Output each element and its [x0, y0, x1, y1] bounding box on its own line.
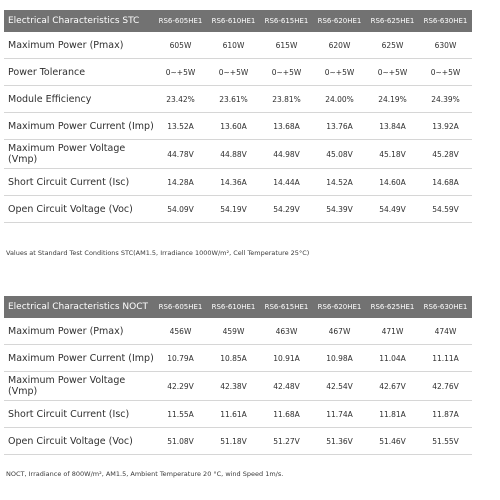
row-label: Power Tolerance	[4, 59, 154, 86]
cell-value: 42.76V	[419, 372, 472, 401]
cell-value: 24.39%	[419, 86, 472, 113]
stc-model-header: RS6-605HE1	[154, 10, 207, 32]
table-row	[4, 428, 472, 455]
noct-header-row	[4, 296, 472, 318]
cell-value: 14.44A	[260, 169, 313, 196]
cell-value: 630W	[419, 32, 472, 59]
cell-value: 54.19V	[207, 196, 260, 223]
cell-value: 0~+5W	[366, 59, 419, 86]
cell-value: 0~+5W	[419, 59, 472, 86]
table-row	[4, 401, 472, 428]
cell-value: 10.91A	[260, 345, 313, 372]
table-row	[4, 372, 472, 401]
cell-value: 456W	[154, 318, 207, 345]
table-row	[4, 196, 472, 223]
noct-model-header: RS6-610HE1	[207, 296, 260, 318]
noct-model-header: RS6-625HE1	[366, 296, 419, 318]
noct-model-header: RS6-620HE1	[313, 296, 366, 318]
stc-header-row	[4, 10, 472, 32]
cell-value: 24.19%	[366, 86, 419, 113]
cell-value: 44.78V	[154, 140, 207, 169]
cell-value: 11.87A	[419, 401, 472, 428]
cell-value: 620W	[313, 32, 366, 59]
row-label: Open Circuit Voltage (Voc)	[4, 196, 154, 223]
cell-value: 10.79A	[154, 345, 207, 372]
table-row	[4, 32, 472, 59]
cell-value: 42.48V	[260, 372, 313, 401]
row-label: Maximum Power (Pmax)	[4, 32, 154, 59]
noct-model-header: RS6-605HE1	[154, 296, 207, 318]
cell-value: 605W	[154, 32, 207, 59]
cell-value: 44.98V	[260, 140, 313, 169]
cell-value: 471W	[366, 318, 419, 345]
row-label: Maximum Power Current (Imp)	[4, 345, 154, 372]
row-label: Module Efficiency	[4, 86, 154, 113]
cell-value: 14.52A	[313, 169, 366, 196]
cell-value: 13.92A	[419, 113, 472, 140]
cell-value: 54.39V	[313, 196, 366, 223]
cell-value: 13.68A	[260, 113, 313, 140]
cell-value: 11.55A	[154, 401, 207, 428]
cell-value: 51.36V	[313, 428, 366, 455]
row-label: Maximum Power Voltage (Vmp)	[4, 372, 154, 401]
cell-value: 23.42%	[154, 86, 207, 113]
cell-value: 0~+5W	[207, 59, 260, 86]
stc-model-header: RS6-630HE1	[419, 10, 472, 32]
cell-value: 0~+5W	[313, 59, 366, 86]
cell-value: 615W	[260, 32, 313, 59]
noct-table	[4, 296, 472, 455]
cell-value: 54.49V	[366, 196, 419, 223]
cell-value: 23.61%	[207, 86, 260, 113]
cell-value: 42.38V	[207, 372, 260, 401]
cell-value: 11.61A	[207, 401, 260, 428]
stc-model-header: RS6-615HE1	[260, 10, 313, 32]
row-label: Open Circuit Voltage (Voc)	[4, 428, 154, 455]
stc-model-header: RS6-625HE1	[366, 10, 419, 32]
stc-footnote: Values at Standard Test Conditions STC(AM1.5, Irradiance 1000W/m², Cell Temperature 25°C)	[6, 249, 310, 257]
cell-value: 0~+5W	[260, 59, 313, 86]
noct-header-title: Electrical Characteristics NOCT	[4, 296, 154, 318]
cell-value: 13.60A	[207, 113, 260, 140]
cell-value: 474W	[419, 318, 472, 345]
cell-value: 44.88V	[207, 140, 260, 169]
stc-model-header: RS6-620HE1	[313, 10, 366, 32]
cell-value: 42.54V	[313, 372, 366, 401]
cell-value: 459W	[207, 318, 260, 345]
cell-value: 14.60A	[366, 169, 419, 196]
cell-value: 0~+5W	[154, 59, 207, 86]
row-label: Maximum Power Current (Imp)	[4, 113, 154, 140]
cell-value: 51.46V	[366, 428, 419, 455]
cell-value: 54.59V	[419, 196, 472, 223]
noct-footnote: NOCT, Irradiance of 800W/m², AM1.5, Ambient Temperature 20 °C, wind Speed 1m/s.	[6, 470, 284, 478]
cell-value: 51.27V	[260, 428, 313, 455]
cell-value: 54.29V	[260, 196, 313, 223]
table-row	[4, 345, 472, 372]
cell-value: 23.81%	[260, 86, 313, 113]
cell-value: 463W	[260, 318, 313, 345]
stc-model-header: RS6-610HE1	[207, 10, 260, 32]
row-label: Short Circuit Current (Isc)	[4, 169, 154, 196]
cell-value: 13.76A	[313, 113, 366, 140]
cell-value: 54.09V	[154, 196, 207, 223]
cell-value: 42.67V	[366, 372, 419, 401]
cell-value: 45.28V	[419, 140, 472, 169]
cell-value: 11.68A	[260, 401, 313, 428]
cell-value: 10.98A	[313, 345, 366, 372]
table-row	[4, 59, 472, 86]
table-row	[4, 169, 472, 196]
stc-header-title: Electrical Characteristics STC	[4, 10, 154, 32]
cell-value: 42.29V	[154, 372, 207, 401]
cell-value: 14.28A	[154, 169, 207, 196]
cell-value: 51.55V	[419, 428, 472, 455]
row-label: Maximum Power (Pmax)	[4, 318, 154, 345]
cell-value: 11.81A	[366, 401, 419, 428]
table-row	[4, 86, 472, 113]
cell-value: 51.08V	[154, 428, 207, 455]
cell-value: 610W	[207, 32, 260, 59]
cell-value: 467W	[313, 318, 366, 345]
cell-value: 11.11A	[419, 345, 472, 372]
row-label: Maximum Power Voltage (Vmp)	[4, 140, 154, 169]
cell-value: 24.00%	[313, 86, 366, 113]
cell-value: 51.18V	[207, 428, 260, 455]
table-row	[4, 140, 472, 169]
cell-value: 11.74A	[313, 401, 366, 428]
cell-value: 45.08V	[313, 140, 366, 169]
row-label: Short Circuit Current (Isc)	[4, 401, 154, 428]
cell-value: 625W	[366, 32, 419, 59]
cell-value: 13.84A	[366, 113, 419, 140]
stc-table	[4, 10, 472, 223]
noct-model-header: RS6-615HE1	[260, 296, 313, 318]
table-row	[4, 113, 472, 140]
cell-value: 45.18V	[366, 140, 419, 169]
cell-value: 10.85A	[207, 345, 260, 372]
cell-value: 13.52A	[154, 113, 207, 140]
cell-value: 14.68A	[419, 169, 472, 196]
table-row	[4, 318, 472, 345]
cell-value: 11.04A	[366, 345, 419, 372]
noct-model-header: RS6-630HE1	[419, 296, 472, 318]
cell-value: 14.36A	[207, 169, 260, 196]
